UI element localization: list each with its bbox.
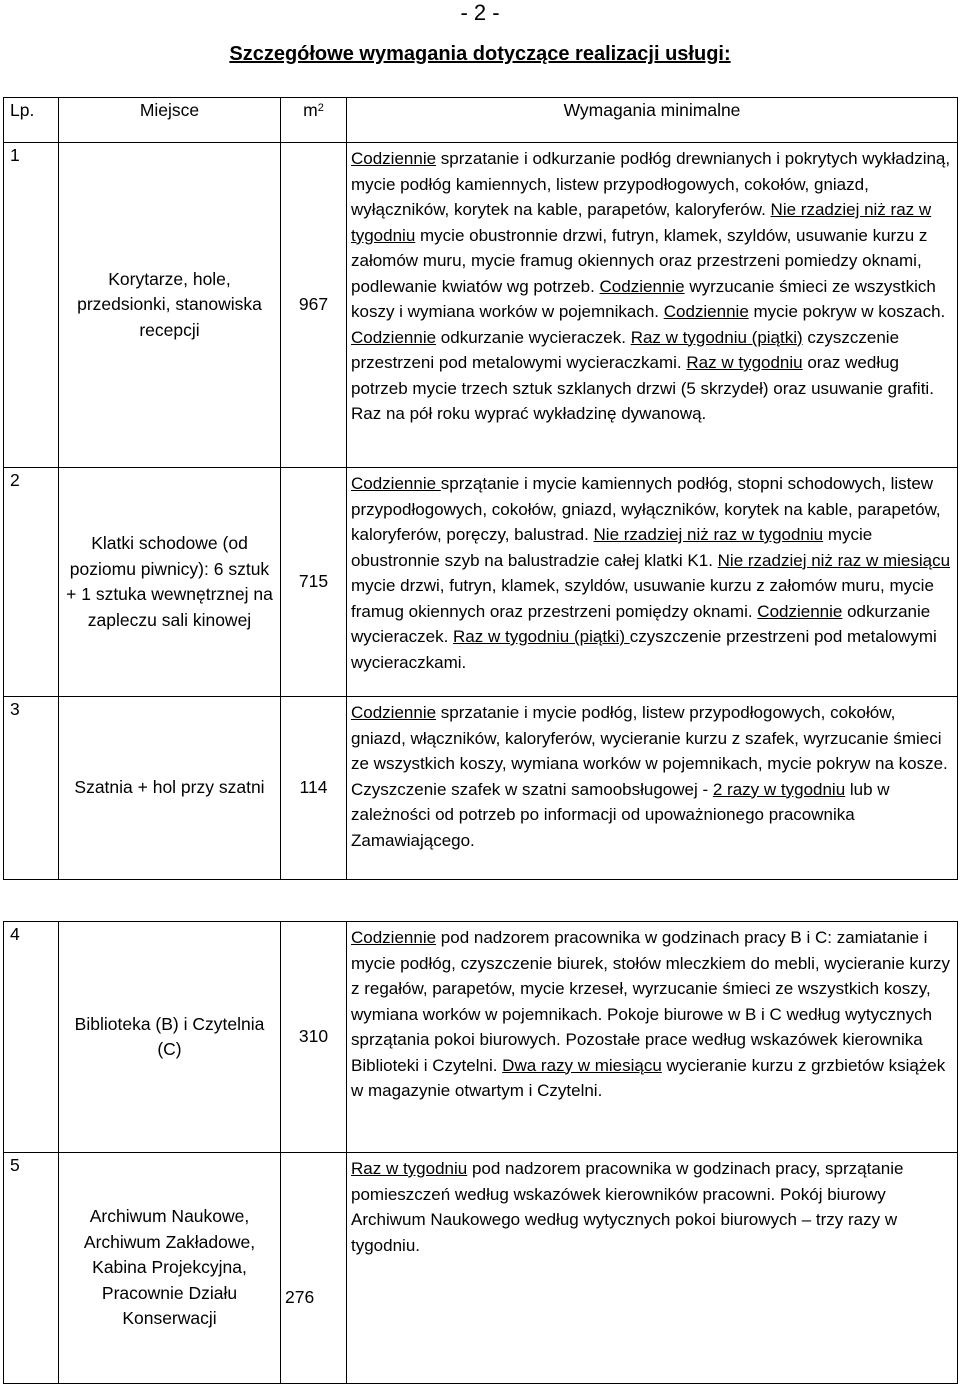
row-place: Korytarze, hole, przedsionki, stanowiska recepcji bbox=[59, 143, 281, 468]
requirement-text: pod nadzorem pracownika w godzinach pracy, sprzątanie pomieszczeń według wskazówek kierowników pracowni. Pokój biurowy Archiwum Naukowego według wytycznych pokoi biurowych – trzy razy w tygodniu. bbox=[351, 1159, 904, 1255]
frequency-emphasis: Codziennie bbox=[351, 149, 437, 168]
header-area-unit: m bbox=[303, 100, 318, 120]
row-requirements bbox=[347, 143, 958, 468]
row-lp: 4 bbox=[4, 922, 59, 1153]
row-requirements bbox=[347, 922, 958, 1153]
frequency-emphasis: Codziennie bbox=[663, 302, 749, 321]
frequency-emphasis: Raz w tygodniu bbox=[686, 353, 803, 372]
row-lp: 2 bbox=[4, 468, 59, 697]
frequency-emphasis: Codziennie bbox=[351, 474, 441, 493]
table-row bbox=[4, 143, 958, 468]
frequency-emphasis: Raz w tygodniu (piątki) bbox=[453, 627, 630, 646]
requirements-table-1 bbox=[3, 97, 958, 880]
row-lp: 3 bbox=[4, 697, 59, 880]
row-requirements bbox=[347, 697, 958, 880]
header-lp: Lp. bbox=[4, 98, 59, 143]
row-area: 715 bbox=[281, 468, 347, 697]
row-area: 310 bbox=[281, 922, 347, 1153]
requirement-text: sprzatanie i odkurzanie podłóg drewnianych i pokrytych wykładziną, mycie podłóg kamiennych, listew przypodłogowych, cokołów, gniazd, wyłączników, korytek na kable, parapetów, kaloryferów. bbox=[351, 149, 951, 219]
table-header-row bbox=[4, 98, 958, 143]
requirement-text: mycie pokryw w koszach. bbox=[748, 302, 946, 321]
requirement-text: pod nadzorem pracownika w godzinach pracy B i C: zamiatanie i mycie podłóg, czyszczenie biurek, stołów mleczkiem do mebli, wycieranie kurzy z regałów, parapetów, mycie krzeseł, wyrzucanie śmieci ze wszystkich koszy, wymiana worków w pojemnikach. Pokoje biurowe w B i C według wytycznych sprzątania pokoi biurowych. Pozostałe prace według wskazówek kierownika Biblioteki i Czytelni. bbox=[351, 928, 950, 1075]
header-area-sup: 2 bbox=[317, 102, 324, 114]
requirement-text: wycieranie kurzu z grzbietów książek w magazynie otwartym i Czytelni. bbox=[351, 1055, 946, 1100]
header-requirements: Wymagania minimalne bbox=[347, 98, 958, 143]
requirement-text: odkurzanie wycieraczek. bbox=[436, 327, 631, 347]
requirement-text: oraz według potrzeb mycie trzech sztuk szklanych drzwi (5 skrzydeł) oraz usuwanie grafiti. Raz na pół roku wyprać wykładzinę dywanową. bbox=[351, 353, 934, 423]
requirement-text: mycie drzwi, futryn, klamek, szyldów, usuwanie kurzu z załomów muru, mycie framug okiennych oraz przestrzeni pomiędzy oknami. bbox=[351, 576, 934, 621]
row-area: 114 bbox=[281, 697, 347, 880]
frequency-emphasis: Nie rzadziej niż raz w tygodniu bbox=[351, 200, 932, 245]
requirements-table-2 bbox=[3, 921, 958, 1384]
header-place: Miejsce bbox=[59, 98, 281, 143]
row-place: Szatnia + hol przy szatni bbox=[59, 697, 281, 880]
frequency-emphasis: Dwa razy w miesiącu bbox=[502, 1055, 662, 1075]
frequency-emphasis: Nie rzadziej niż raz w miesiącu bbox=[717, 550, 951, 570]
requirement-text: lub w zależności od potrzeb po informacji od upoważnionego pracownika Zamawiającego. bbox=[351, 779, 890, 850]
frequency-emphasis: Nie rzadziej niż raz w tygodniu bbox=[593, 525, 824, 544]
row-requirements bbox=[347, 1153, 958, 1384]
requirement-text: mycie obustronnie drzwi, futryn, klamek, szyldów, usuwanie kurzu z załomów muru, mycie framug okiennych oraz przestrzeni pomiedzy oknami, podlewanie kwiatów wg potrzeb. bbox=[351, 225, 928, 296]
requirement-text: czyszczenie przestrzeni pod metalowymi wycieraczkami. bbox=[351, 327, 900, 372]
table-row bbox=[4, 697, 958, 880]
frequency-emphasis: Codziennie bbox=[351, 703, 437, 722]
header-area bbox=[281, 98, 347, 143]
section-heading: Szczegółowe wymagania dotyczące realizacji usługi: bbox=[229, 43, 731, 65]
frequency-emphasis: Codziennie bbox=[599, 276, 685, 296]
frequency-emphasis: Raz w tygodniu bbox=[351, 1159, 468, 1178]
requirement-text: sprzątanie i mycie kamiennych podłóg, stopni schodowych, listew przypodłogowych, cokołów, gniazd, wyłączników, korytek na kable, parapetów, kaloryferów, poręczy, balustrad. bbox=[351, 474, 941, 544]
row-area: 967 bbox=[281, 143, 347, 468]
frequency-emphasis: Codziennie bbox=[757, 601, 843, 621]
page-number: - 2 - bbox=[460, 0, 500, 25]
requirement-text: wyrzucanie śmieci ze wszystkich koszy i wymiana worków w pojemnikach. bbox=[351, 276, 936, 321]
row-area: 276 bbox=[281, 1153, 347, 1384]
table-row bbox=[4, 1153, 958, 1384]
table-row bbox=[4, 922, 958, 1153]
requirement-text: czyszczenie przestrzeni pod metalowymi wycieraczkami. bbox=[351, 627, 937, 672]
row-lp: 5 bbox=[4, 1153, 59, 1384]
row-requirements bbox=[347, 468, 958, 697]
frequency-emphasis: Raz w tygodniu (piątki) bbox=[630, 327, 803, 347]
table-row bbox=[4, 468, 958, 697]
row-lp: 1 bbox=[4, 143, 59, 468]
requirement-text: odkurzanie wycieraczek. bbox=[351, 601, 931, 646]
row-place: Biblioteka (B) i Czytelnia (C) bbox=[59, 922, 281, 1153]
requirement-text: sprzatanie i mycie podłóg, listew przypodłogowych, cokołów, gniazd, włączników, kaloryferów, wycieranie kurzu z szafek, wyrzucanie śmieci ze wszystkich koszy, wymiana worków w pojemnikach, mycie pokryw na kosze. Czyszczenie szafek w szatni samoobsługowej - bbox=[351, 703, 948, 799]
row-place: Klatki schodowe (od poziomu piwnicy): 6 sztuk + 1 sztuka wewnętrznej na zapleczu sali kinowej bbox=[59, 468, 281, 697]
frequency-emphasis: Codziennie bbox=[351, 928, 437, 947]
row-place: Archiwum Naukowe, Archiwum Zakładowe, Kabina Projekcyjna, Pracownie Działu Konserwacji bbox=[59, 1153, 281, 1384]
frequency-emphasis: 2 razy w tygodniu bbox=[712, 779, 846, 799]
requirement-text: mycie obustronnie szyb na balustradzie całej klatki K1. bbox=[351, 525, 873, 570]
frequency-emphasis: Codziennie bbox=[351, 327, 437, 347]
